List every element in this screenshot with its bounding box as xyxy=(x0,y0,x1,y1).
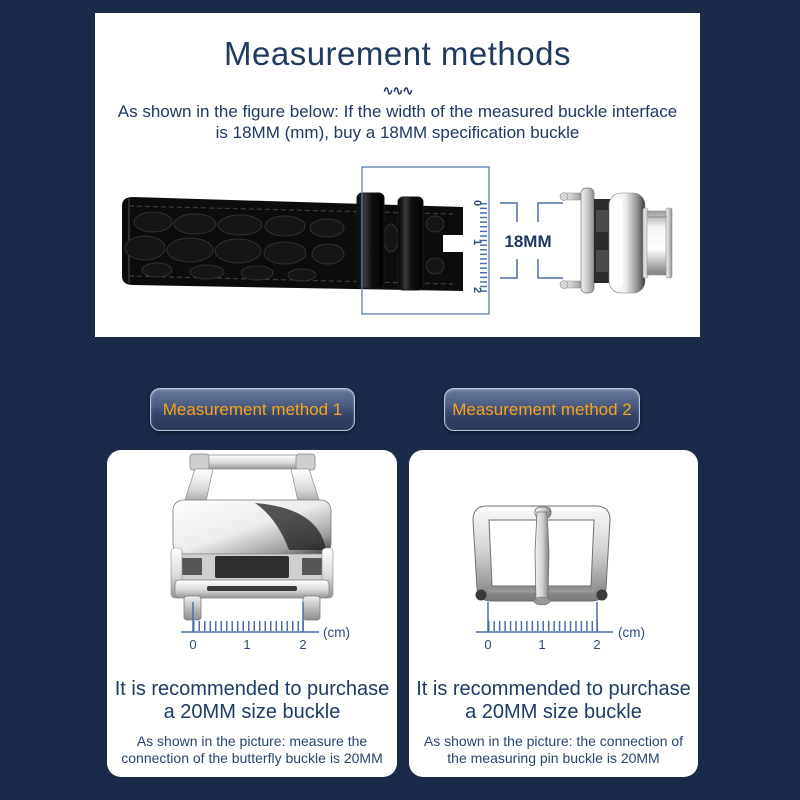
butterfly-clasp-image xyxy=(560,188,672,293)
ruler-label-1: 1 xyxy=(471,238,483,246)
card-2-ruler xyxy=(476,602,645,652)
card-2-heading-line-1: It is recommended to purchase xyxy=(416,678,691,700)
page-title: Measurement methods xyxy=(224,35,571,72)
card-1-caption-line-2: connection of the butterfly buckle is 20MM xyxy=(121,750,383,766)
measurement-method-1-button[interactable] xyxy=(150,388,355,431)
card-2-heading xyxy=(409,678,698,724)
dimension-label: 18MM xyxy=(504,232,552,251)
pin-buckle-image xyxy=(473,506,610,605)
ruler-label-0: 0 xyxy=(471,199,483,207)
measurement-method-2-label: Measurement method 2 xyxy=(452,399,632,419)
butterfly-buckle-image xyxy=(171,454,333,620)
card-1-heading xyxy=(107,678,397,724)
measurement-method-2-button[interactable] xyxy=(444,388,640,431)
method-1-card xyxy=(107,450,397,777)
card-2-caption xyxy=(409,733,698,767)
card-1-ruler-unit: (cm) xyxy=(323,625,350,640)
strap-keeper-loop-2 xyxy=(398,197,423,290)
card-1-heading-line-2: a 20MM size buckle xyxy=(163,701,341,723)
strap-measurement-figure xyxy=(95,158,700,338)
measurement-method-1-label: Measurement method 1 xyxy=(162,399,343,419)
vertical-ruler xyxy=(471,200,484,294)
panel-subtitle xyxy=(95,101,700,143)
card-2-heading-line-2: a 20MM size buckle xyxy=(465,701,642,723)
card-1-ruler-label-2: 2 xyxy=(299,637,307,652)
card-1-ruler xyxy=(181,602,350,652)
watch-strap-image xyxy=(122,193,464,291)
method-2-card xyxy=(409,450,698,777)
card-2-ruler-label-0: 0 xyxy=(484,637,492,652)
card-1-ruler-label-1: 1 xyxy=(243,637,251,652)
card-1-heading-line-1: It is recommended to purchase xyxy=(114,678,390,700)
card-1-ruler-label-0: 0 xyxy=(189,637,197,652)
butterfly-buckle-figure xyxy=(107,450,397,660)
card-2-ruler-unit: (cm) xyxy=(618,625,645,640)
card-2-ruler-label-2: 2 xyxy=(593,637,601,652)
card-1-caption-line-1: As shown in the picture: measure the xyxy=(136,733,368,749)
ruler-label-2: 2 xyxy=(471,286,483,294)
title-divider-squiggle-icon: ∿∿∿ xyxy=(382,83,413,98)
card-2-caption-line-1: As shown in the picture: the connection of xyxy=(423,733,684,749)
card-1-caption xyxy=(107,733,397,767)
strap-keeper-loop-1 xyxy=(357,193,384,288)
subtitle-line-1: As shown in the figure below: If the width of the measured buckle interface xyxy=(117,102,678,121)
pin-buckle-figure xyxy=(409,450,698,660)
measurement-panel xyxy=(95,13,700,337)
card-2-ruler-label-1: 1 xyxy=(538,637,546,652)
card-2-caption-line-2: the measuring pin buckle is 20MM xyxy=(447,750,660,766)
strap-end-notch xyxy=(443,235,464,252)
subtitle-line-2: is 18MM (mm), buy a 18MM specification buckle xyxy=(215,123,580,142)
